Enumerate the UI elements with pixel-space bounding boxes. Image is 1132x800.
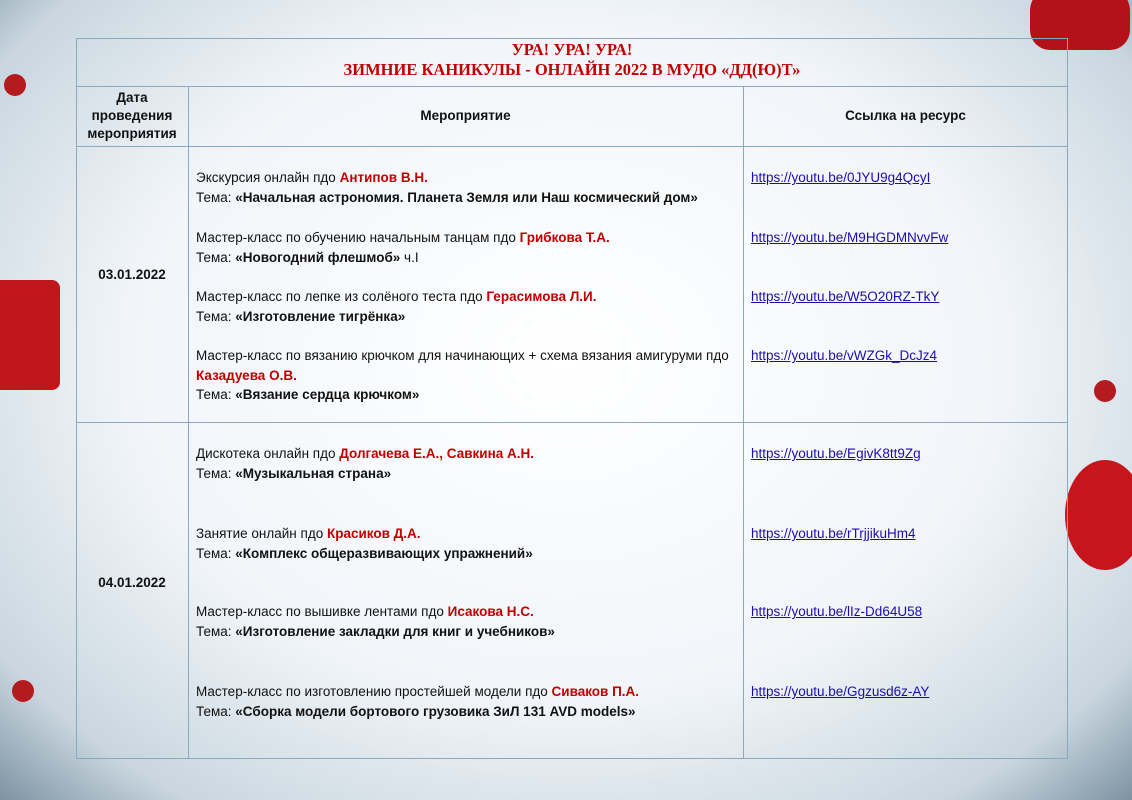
title-line-1: УРА! УРА! УРА! <box>511 40 633 59</box>
event-host: Антипов В.Н. <box>339 170 428 185</box>
event-description <box>196 287 736 326</box>
event-description <box>196 168 736 207</box>
event-date: 03.01.2022 <box>98 267 166 282</box>
event-type: Дискотека онлайн пдо <box>196 446 340 461</box>
event-description <box>196 682 736 721</box>
event-type: Экскурсия онлайн пдо <box>196 170 340 185</box>
header-date: Дата проведения мероприятия <box>87 90 177 141</box>
event-host: Казадуева О.В. <box>196 367 297 383</box>
topic-label: Тема: <box>196 623 236 639</box>
event-topic: «Новогодний флешмоб» <box>235 249 401 265</box>
topic-label: Тема: <box>196 189 236 205</box>
event-description <box>196 346 736 405</box>
resource-link[interactable]: https://youtu.be/0JYU9g4QcyI <box>751 170 931 185</box>
events-table <box>76 38 1068 758</box>
header-event: Мероприятие <box>420 108 511 123</box>
resource-link[interactable]: https://youtu.be/rTrjjikuHm4 <box>751 526 916 541</box>
event-type: Мастер-класс по лепке из солёного теста пдо <box>196 289 487 304</box>
page-title <box>76 40 1068 80</box>
event-host: Красиков Д.А. <box>326 526 421 541</box>
topic-label: Тема: <box>196 545 236 561</box>
resource-link[interactable]: https://youtu.be/Ggzusd6z-AY <box>751 684 930 699</box>
resource-link[interactable]: https://youtu.be/lIz-Dd64U58 <box>751 604 923 619</box>
resource-link[interactable]: https://youtu.be/M9HGDMNvvFw <box>751 230 949 245</box>
ornament-red-ball <box>1065 460 1132 570</box>
resource-link[interactable]: https://youtu.be/W5O20RZ-TkY <box>751 289 940 304</box>
topic-label: Тема: <box>196 703 236 719</box>
topic-label: Тема: <box>196 465 236 481</box>
event-host: Исакова Н.С. <box>447 604 534 619</box>
event-host: Сиваков П.А. <box>551 684 640 699</box>
event-description <box>196 524 736 563</box>
event-type: Мастер-класс по вышивке лентами пдо <box>196 604 448 619</box>
topic-label: Тема: <box>196 387 236 402</box>
event-topic: «Вязание сердца крючком» <box>235 387 420 402</box>
ornament-red-ball <box>0 280 60 390</box>
event-topic: «Изготовление тигрёнка» <box>235 308 406 324</box>
event-description <box>196 602 736 641</box>
resource-link[interactable]: https://youtu.be/EgivK8tt9Zg <box>751 446 921 461</box>
topic-label: Тема: <box>196 249 236 265</box>
event-type: Мастер-класс по обучению начальным танцам пдо <box>196 230 520 245</box>
event-topic-suffix: ч.I <box>400 249 419 265</box>
event-type: Занятие онлайн пдо <box>196 526 327 541</box>
event-type: Мастер-класс по вязанию крючком для начинающих + схема вязания амигуруми пдо <box>196 348 729 363</box>
event-host: Долгачева Е.А., Савкина А.Н. <box>339 446 534 461</box>
event-topic: «Музыкальная страна» <box>235 465 392 481</box>
resource-link[interactable]: https://youtu.be/vWZGk_DcJz4 <box>751 348 938 363</box>
title-line-2: ЗИМНИЕ КАНИКУЛЫ - ОНЛАЙН 2022 В МУДО «ДД(Ю)Т» <box>343 60 801 79</box>
event-host: Герасимова Л.И. <box>486 289 597 304</box>
event-topic: «Изготовление закладки для книг и учебников» <box>235 623 555 639</box>
ornament-berry <box>4 74 26 96</box>
event-topic: «Начальная астрономия. Планета Земля или Наш космический дом» <box>235 189 698 205</box>
event-type: Мастер-класс по изготовлению простейшей модели пдо <box>196 684 552 699</box>
ornament-berry <box>12 680 34 702</box>
event-topic: «Сборка модели бортового грузовика ЗиЛ 131 AVD models» <box>235 703 636 719</box>
event-description <box>196 228 736 267</box>
event-description <box>196 444 736 483</box>
event-date: 04.01.2022 <box>98 575 166 590</box>
ornament-berry <box>1094 380 1116 402</box>
event-topic: «Комплекс общеразвивающих упражнений» <box>235 545 533 561</box>
event-host: Грибкова Т.А. <box>519 230 610 245</box>
topic-label: Тема: <box>196 308 236 324</box>
header-link: Ссылка на ресурс <box>845 108 966 123</box>
